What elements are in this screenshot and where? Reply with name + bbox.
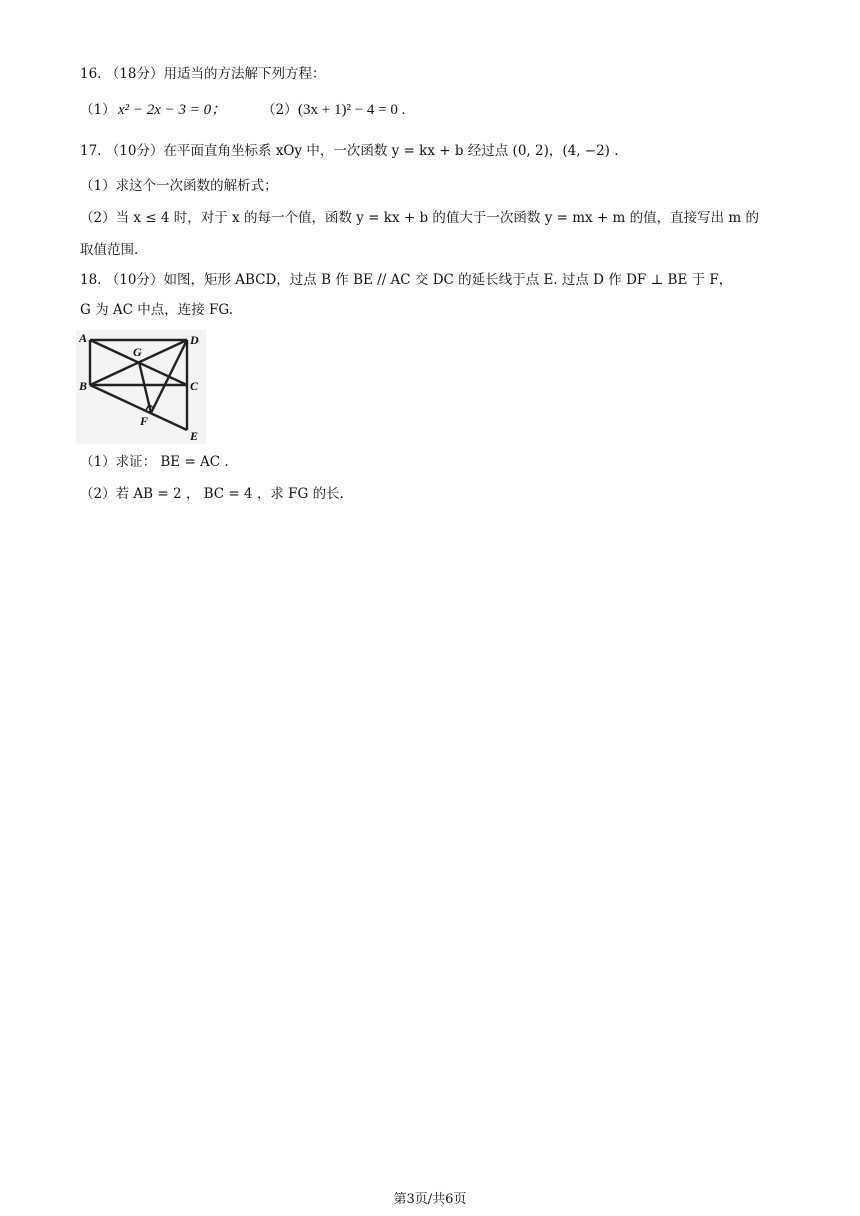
q16-part2-equation: (3x + 1)² − 4 = 0 . <box>298 102 406 118</box>
q18-header-line2: G 为 AC 中点，连接 FG. <box>80 302 233 318</box>
q17-part2-line1: （2）当 x ≤ 4 时，对于 x 的每一个值，函数 y = kx + b 的值大于一次函数 y = mx + m 的值，直接写出 m 的 <box>80 210 759 226</box>
page-number: 第3页/共6页 <box>393 1192 467 1207</box>
label-e: E <box>190 429 199 443</box>
q16-part1-label: （1） <box>80 102 116 118</box>
label-b: B <box>79 379 88 393</box>
q18-header-line1: 18. （10分）如图，矩形 ABCD，过点 B 作 BE // AC 交 DC 的延长线于点 E. 过点 D 作 DF ⊥ BE 于 F， <box>80 272 733 288</box>
q16-header: 16. （18分）用适当的方法解下列方程： <box>80 66 326 82</box>
geometry-diagram <box>76 330 206 444</box>
q16-part1-equation: x² − 2x − 3 = 0； <box>118 102 227 118</box>
q17-header: 17. （10分）在平面直角坐标系 xOy 中，一次函数 y = kx + b 经过点 (0, 2)，(4, −2) . <box>80 143 619 159</box>
q18-part1: （1）求证： BE = AC . <box>80 454 229 470</box>
q18-part2: （2）若 AB = 2 ， BC = 4 ，求 FG 的长. <box>80 486 344 502</box>
q16-part2-label: （2） <box>262 102 298 118</box>
label-f: F <box>140 414 149 428</box>
label-c: C <box>190 379 199 393</box>
q17-part2-line2: 取值范围. <box>80 242 139 258</box>
label-g: G <box>133 345 142 359</box>
label-a: A <box>79 331 88 345</box>
label-d: D <box>190 333 199 347</box>
q17-part1: （1）求这个一次函数的解析式； <box>80 178 278 194</box>
rectangle-figure <box>76 330 206 444</box>
